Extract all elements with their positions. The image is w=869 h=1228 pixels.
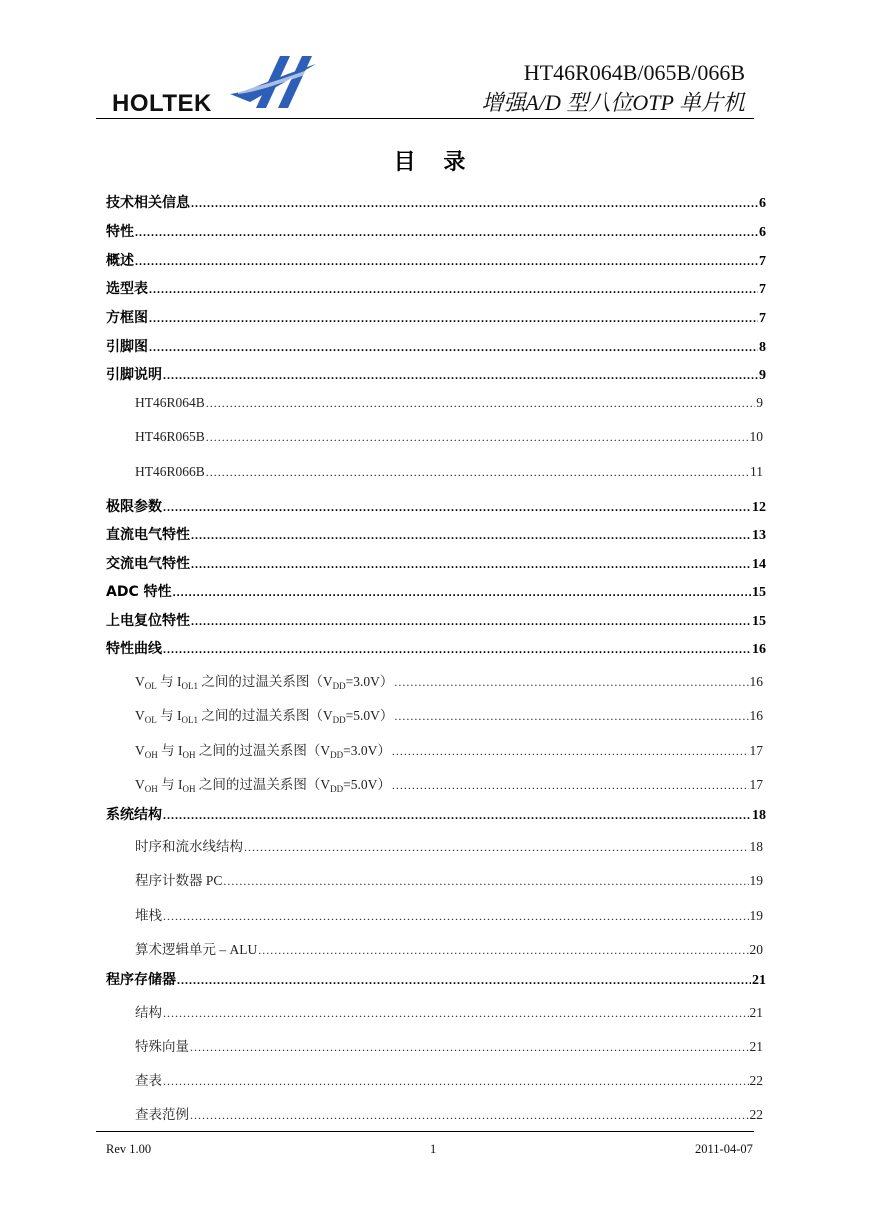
toc-entry[interactable] xyxy=(135,1103,763,1123)
toc-entry-page: 16 xyxy=(749,708,763,723)
toc-entry-label: $V_{OH}$ 与 $I_{OH}$ 之间的过温关系图$(V_{DD}=5.0V)$ xyxy=(135,777,391,794)
header-divider xyxy=(96,118,754,119)
toc-entry-label: 概述 xyxy=(106,253,134,269)
toc-dot-leader xyxy=(135,225,758,240)
toc-dot-leader xyxy=(206,430,749,445)
toc-entry-label: 上电复位特性 xyxy=(106,613,190,629)
toc-entry-page: 8 xyxy=(759,340,766,355)
toc-entry[interactable] xyxy=(106,524,766,544)
toc-entry-page: 14 xyxy=(752,557,766,572)
toc-dot-leader xyxy=(394,675,748,690)
toc-entry-label: $V_{OL}$ 与 $I_{OL1}$ 之间的过温关系图$(V_{DD}=5.0V)$ xyxy=(135,708,394,725)
toc-entry-page: 16 xyxy=(749,674,763,689)
page-header xyxy=(0,0,869,125)
toc-entry-page: 9 xyxy=(756,395,763,410)
toc-entry-page: 7 xyxy=(759,311,766,326)
toc-entry-page: 15 xyxy=(752,585,766,600)
toc-entry-label: 程序计数器 PC xyxy=(135,873,223,888)
toc-dot-leader xyxy=(206,396,755,411)
toc-dot-leader xyxy=(223,874,748,889)
toc-entry-label: $V_{OH}$ 与 $I_{OH}$ 之间的过温关系图$(V_{DD}=3.0V)$ xyxy=(135,743,391,760)
toc-entry-label: 算术逻辑单元 – ALU xyxy=(135,942,258,957)
toc-dot-leader xyxy=(163,500,751,515)
toc-dot-leader xyxy=(149,311,758,326)
toc-entry[interactable] xyxy=(135,835,763,855)
toc-dot-leader xyxy=(191,196,758,211)
toc-entry-label: 方框图 xyxy=(106,310,148,326)
toc-dot-leader xyxy=(177,973,751,988)
toc-entry[interactable] xyxy=(135,1001,763,1021)
toc-entry[interactable] xyxy=(106,496,766,516)
toc-entry-label: 选型表 xyxy=(106,281,148,297)
toc-entry-page: 16 xyxy=(752,642,766,657)
toc-entry-page: 18 xyxy=(752,808,766,823)
toc-entry-label: 直流电气特性 xyxy=(106,527,190,543)
toc-dot-leader xyxy=(163,808,751,823)
toc-dot-leader xyxy=(191,528,751,543)
toc-entry-label: 时序和流水线结构 xyxy=(135,839,243,854)
toc-entry-label: 引脚图 xyxy=(106,339,148,355)
toc-entry[interactable] xyxy=(106,278,766,298)
toc-entry-label: 特性曲线 xyxy=(106,641,162,657)
toc-entry-page: 17 xyxy=(749,743,763,758)
toc-dot-leader xyxy=(392,744,749,759)
toc-dot-leader xyxy=(149,340,758,355)
toc-dot-leader xyxy=(163,909,749,924)
toc-dot-leader xyxy=(244,840,749,855)
toc-entry-page: 7 xyxy=(759,254,766,269)
toc-entry[interactable] xyxy=(135,704,763,725)
toc-entry[interactable] xyxy=(106,581,766,601)
toc-entry[interactable] xyxy=(106,192,766,212)
toc-entry[interactable] xyxy=(135,739,763,760)
toc-entry[interactable] xyxy=(135,429,763,445)
toc-dot-leader xyxy=(190,1108,749,1123)
toc-dot-leader xyxy=(173,585,751,600)
toc-entry-page: 19 xyxy=(749,908,763,923)
toc-entry-label: 特殊向量 xyxy=(135,1039,189,1054)
toc-entry-label: HT46R064B xyxy=(135,395,205,410)
toc-entry-label: 技术相关信息 xyxy=(106,195,190,211)
footer-page-number: 1 xyxy=(430,1142,437,1156)
toc-dot-leader xyxy=(258,943,748,958)
toc-entry-page: 21 xyxy=(752,973,766,988)
toc-entry-page: 20 xyxy=(749,942,763,957)
toc-dot-leader xyxy=(163,642,751,657)
toc-entry-label: ADC 特性 xyxy=(106,584,172,600)
toc-entry[interactable] xyxy=(106,969,766,989)
toc-entry-label: 引脚说明 xyxy=(106,367,162,383)
toc-entry[interactable] xyxy=(135,904,763,924)
toc-title: 目 录 xyxy=(393,150,476,175)
toc-entry-page: 12 xyxy=(752,500,766,515)
toc-entry[interactable] xyxy=(106,638,766,658)
toc-entry[interactable] xyxy=(106,364,766,384)
toc-entry[interactable] xyxy=(135,464,763,480)
toc-entry-page: 22 xyxy=(749,1073,763,1088)
document-subtitle: 增强A/D 型八位OTP 单片机 xyxy=(481,90,745,115)
toc-entry-label: 查表范例 xyxy=(135,1107,189,1122)
holtek-logo-mark-icon xyxy=(228,50,318,116)
toc-dot-leader xyxy=(163,1006,749,1021)
toc-entry[interactable] xyxy=(135,1035,763,1055)
footer-revision: Rev 1.00 xyxy=(106,1142,152,1156)
toc-entry[interactable] xyxy=(135,773,763,794)
toc-dot-leader xyxy=(191,614,751,629)
toc-dot-leader xyxy=(163,1074,749,1089)
toc-entry-page: 6 xyxy=(759,196,766,211)
toc-dot-leader xyxy=(135,254,758,269)
document-model-number: HT46R064B/065B/066B xyxy=(523,60,745,85)
toc-entry[interactable] xyxy=(135,1069,763,1089)
toc-entry-page: 15 xyxy=(752,614,766,629)
toc-entry-page: 21 xyxy=(749,1005,763,1020)
toc-entry-page: 17 xyxy=(749,777,763,792)
toc-entry[interactable] xyxy=(135,670,763,691)
toc-entry-label: 极限参数 xyxy=(106,499,162,515)
toc-entry-label: 结构 xyxy=(135,1005,162,1020)
toc-dot-leader xyxy=(163,368,758,383)
toc-entry-page: 10 xyxy=(749,429,763,444)
toc-entry-page: 9 xyxy=(759,368,766,383)
toc-entry-label: 特性 xyxy=(106,224,134,240)
toc-dot-leader xyxy=(394,709,748,724)
toc-entry[interactable] xyxy=(106,250,766,270)
toc-entry-label: 查表 xyxy=(135,1073,162,1088)
toc-dot-leader xyxy=(191,557,751,572)
toc-entry-label: 交流电气特性 xyxy=(106,556,190,572)
toc-entry[interactable] xyxy=(135,938,763,958)
logo-wordmark: HOLTEK xyxy=(112,90,212,117)
toc-entry-label: $V_{OL}$ 与 $I_{OL1}$ 之间的过温关系图$(V_{DD}=3.0V)$ xyxy=(135,674,394,691)
toc-dot-leader xyxy=(190,1040,749,1055)
toc-entry[interactable] xyxy=(135,395,763,411)
toc-entry-label: 堆栈 xyxy=(135,908,162,923)
toc-dot-leader xyxy=(206,465,749,480)
toc-entry[interactable] xyxy=(135,869,763,889)
toc-entry-page: 7 xyxy=(759,282,766,297)
toc-entry-page: 11 xyxy=(750,464,763,479)
toc-entry[interactable] xyxy=(106,804,766,824)
toc-dot-leader xyxy=(392,778,749,793)
toc-entry-page: 22 xyxy=(749,1107,763,1122)
toc-entry-label: HT46R065B xyxy=(135,429,205,444)
footer-divider xyxy=(96,1131,754,1132)
toc-entry[interactable] xyxy=(106,336,766,356)
toc-entry-page: 6 xyxy=(759,225,766,240)
toc-entry-label: 程序存储器 xyxy=(106,972,176,988)
footer-date: 2011-04-07 xyxy=(695,1142,753,1156)
toc-entry[interactable] xyxy=(106,610,766,630)
toc-entry-page: 18 xyxy=(749,839,763,854)
toc-entry-page: 21 xyxy=(749,1039,763,1054)
toc-entry-page: 13 xyxy=(752,528,766,543)
toc-entry-label: HT46R066B xyxy=(135,464,205,479)
holtek-logo xyxy=(108,50,318,116)
toc-entry[interactable] xyxy=(106,307,766,327)
toc-dot-leader xyxy=(149,282,758,297)
toc-entry-label: 系统结构 xyxy=(106,807,162,823)
toc-entry[interactable] xyxy=(106,553,766,573)
toc-entry[interactable] xyxy=(106,221,766,241)
toc-entry-page: 19 xyxy=(749,873,763,888)
